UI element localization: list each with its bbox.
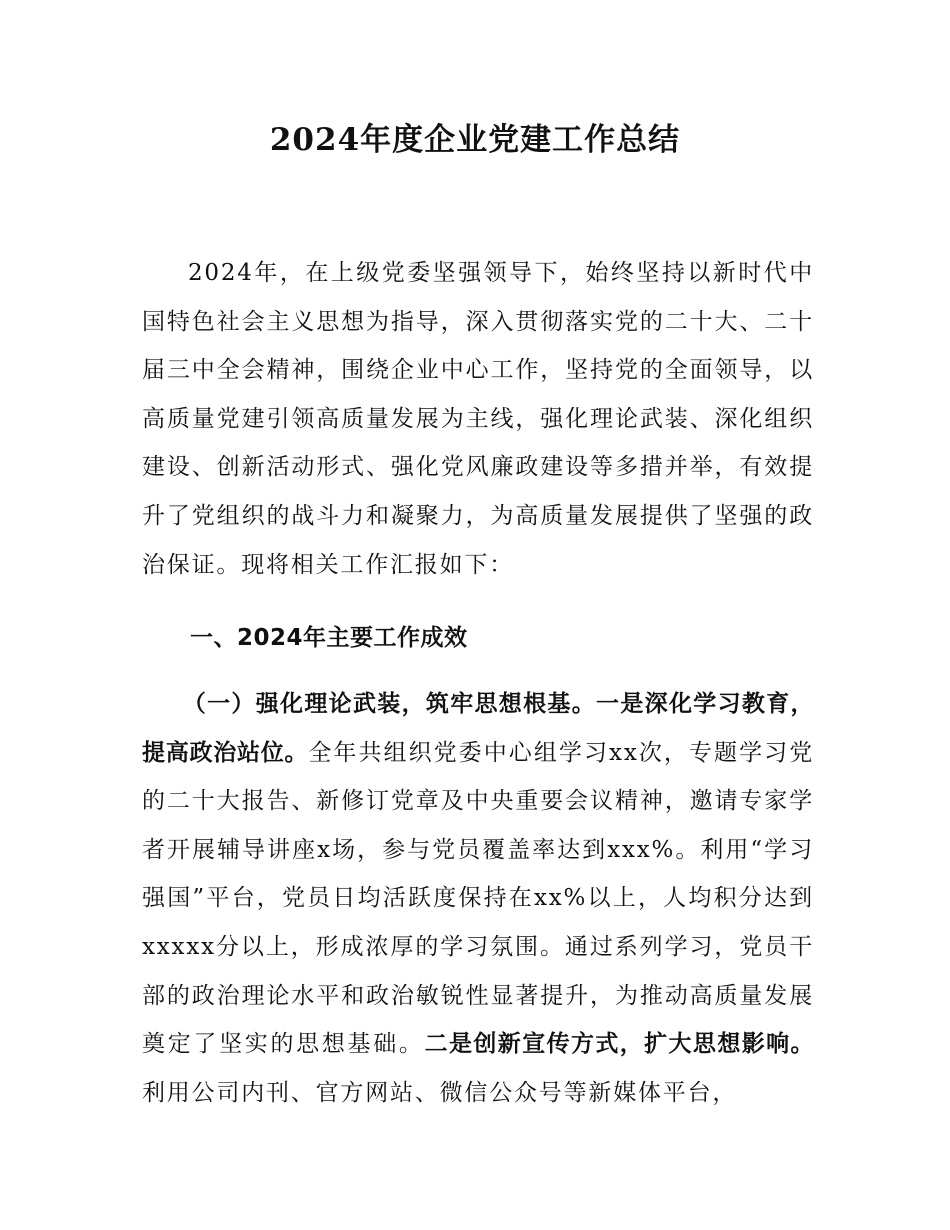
point-2-text: 利用公司内刊、官方网站、微信公众号等新媒体平台， bbox=[142, 1079, 738, 1106]
document-title: 2024年度企业党建工作总结 bbox=[269, 122, 681, 158]
intro-paragraph-text: 2024年，在上级党委坚强领导下，始终坚持以新时代中国特色社会主义思想为指导，深入贯彻落实党的二十大、二十届三中全会精神，围绕企业中心工作，坚持党的全面领导，以高质量党建引领高质量发展为主线，强化理论武装、深化组织建设、创新活动形式、强化党风廉政建设等多措并举，有效提升了党组织的战斗力和凝聚力，为高质量发展提供了坚强的政治保证。现将相关工作汇报如下： bbox=[142, 260, 814, 578]
section-1-subheading: （一）强化理论武装，筑牢思想根基。 bbox=[182, 691, 597, 717]
point-1-lead: 一是深化学习教育，提高政治站位。 bbox=[142, 691, 815, 766]
intro-paragraph bbox=[142, 249, 814, 589]
section-heading: 一、2024年主要工作成效 bbox=[190, 625, 468, 651]
section-1-paragraph bbox=[142, 680, 814, 1117]
point-2-lead: 二是创新宣传方式，扩大思想影响。 bbox=[424, 1031, 815, 1058]
point-1-text: 全年共组织党委中心组学习xx次，专题学习党的二十大报告、新修订党章及中央重要会议精神，邀请专家学者开展辅导讲座x场，参与党员覆盖率达到xxx%。利用“学习强国”平台，党员日均活跃度保持在xx%以上，人均积分达到xxxxx分以上，形成浓厚的学习氛围。通过系列学习，党员干部的政治理论水平和政治敏锐性显著提升，为推动高质量发展奠定了坚实的思想基础。 bbox=[142, 739, 815, 1058]
